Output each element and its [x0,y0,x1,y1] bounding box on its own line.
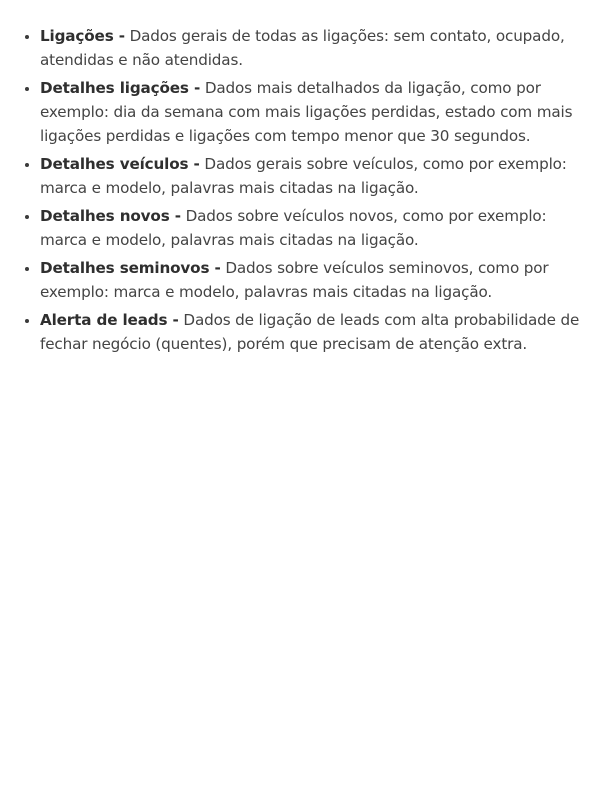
list-item-detalhes-veiculos [40,152,592,200]
list-item-ligacoes [40,24,592,72]
list-item-detalhes-novos [40,204,592,252]
item-description: Dados sobre veículos novos, como por exemplo: marca e modelo, palavras mais citadas na ligação. [40,207,547,249]
item-term: Detalhes ligações - [40,79,201,97]
item-term: Ligações - [40,27,125,45]
list-item-detalhes-seminovos [40,256,592,304]
item-term: Detalhes seminovos - [40,259,221,277]
item-term: Alerta de leads - [40,311,179,329]
item-description: Dados gerais de todas as ligações: sem contato, ocupado, atendidas e não atendidas. [40,27,565,69]
item-term: Detalhes veículos - [40,155,200,173]
list-item-alerta-leads [40,308,592,356]
list-item-detalhes-ligacoes [40,76,592,148]
item-term: Detalhes novos - [40,207,181,225]
item-description: Dados de ligação de leads com alta probabilidade de fechar negócio (quentes), porém que precisam de atenção extra. [40,311,580,353]
item-description: Dados gerais sobre veículos, como por exemplo: marca e modelo, palavras mais citadas na ligação. [40,155,567,197]
item-description: Dados sobre veículos seminovos, como por exemplo: marca e modelo, palavras mais citadas na ligação. [40,259,549,301]
item-description: Dados mais detalhados da ligação, como por exemplo: dia da semana com mais ligações perdidas, estado com mais ligações perdidas e ligações com tempo menor que 30 segundos. [40,79,573,145]
feature-list [0,0,600,356]
